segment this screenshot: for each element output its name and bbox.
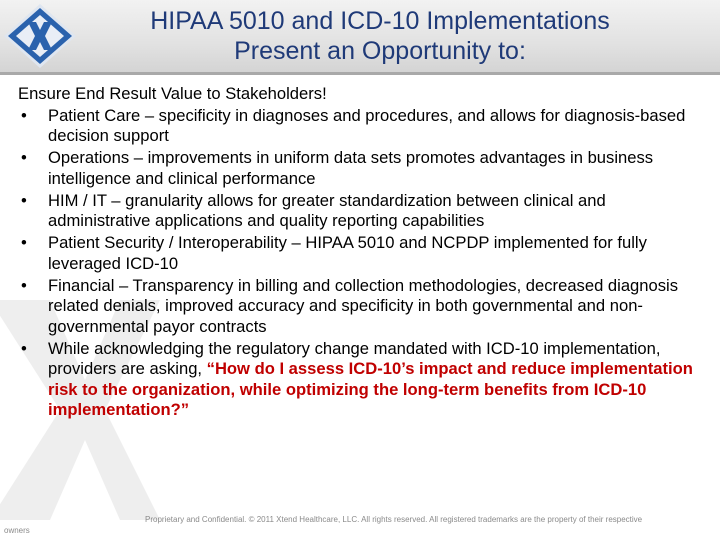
list-item: [18, 233, 708, 274]
x-logo-icon: [2, 2, 78, 70]
slide-title: [70, 6, 690, 66]
list-item: [18, 191, 708, 232]
title-line-2: Present an Opportunity to:: [234, 37, 526, 65]
slide-body: [18, 84, 708, 422]
body-heading: Ensure End Result Value to Stakeholders!: [18, 84, 327, 103]
bullet-text: Financial – Transparency in billing and collection methodologies, decreased diagnosis related denials, improved accuracy and specificity in both governmental and non-governmental payor contracts: [48, 275, 679, 336]
bullet-icon: •: [21, 148, 27, 167]
bullet-text: Patient Security / Interoperability – HIPAA 5010 and NCPDP implemented for fully leveraged ICD-10: [48, 233, 647, 273]
bullet-icon: •: [21, 190, 27, 210]
footer-copyright-tail: owners: [4, 526, 30, 535]
list-item: [18, 276, 708, 338]
bullet-icon: •: [21, 275, 27, 295]
list-item: [18, 339, 708, 421]
list-item: [18, 148, 708, 189]
bullet-text: Operations – improvements in uniform data sets promotes advantages in business intelligence and clinical performance: [48, 148, 654, 188]
list-item: [18, 106, 708, 147]
bullet-icon: •: [21, 105, 27, 125]
footer-copyright: Proprietary and Confidential. © 2011 Xtend Healthcare, LLC. All rights reserved. All registered trademarks are the property of their respective: [145, 515, 643, 524]
emphasis-question: “How do I assess ICD-10’s impact and reduce implementation risk to the organization, while optimizing the long-term benefits from ICD-10 implementation?”: [48, 359, 693, 419]
bullet-icon: •: [21, 233, 27, 252]
bullet-text: Patient Care – specificity in diagnoses and procedures, and allows for diagnosis-based decision support: [48, 105, 686, 145]
bullet-icon: •: [21, 338, 27, 358]
bullet-text: HIM / IT – granularity allows for greater standardization between clinical and administrative applications and quality reporting capabilities: [48, 190, 606, 230]
title-line-1: HIPAA 5010 and ICD-10 Implementations: [150, 7, 610, 35]
header-divider: [0, 72, 720, 75]
bullet-text: While acknowledging the regulatory change mandated with ICD-10 implementation, providers are asking,: [48, 338, 661, 378]
bullet-list: [18, 106, 708, 421]
